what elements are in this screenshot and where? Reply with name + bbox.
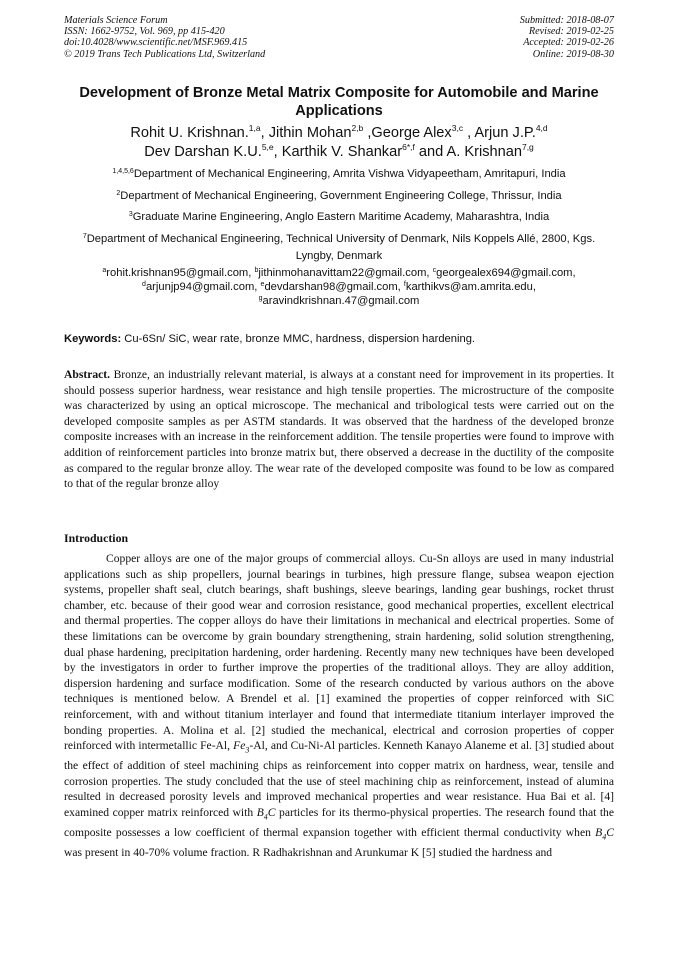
author-name: , Karthik V. Shankar xyxy=(273,144,403,160)
affiliation-2 xyxy=(64,188,614,206)
author-affiliation-mark: 5,e xyxy=(261,142,274,152)
formula-subscript: 4 xyxy=(602,832,607,842)
affiliation-1 xyxy=(64,166,614,184)
affiliation-mark: 3 xyxy=(128,211,133,218)
email-line-1 xyxy=(64,266,614,280)
affiliation-text: Department of Mechanical Engineering, Technical University of Denmark, Nils Koppels Allé, 2800, Kgs. Lyngby, Denmark xyxy=(86,232,596,262)
formula-fe3 xyxy=(233,739,250,755)
email-line-3 xyxy=(64,294,614,308)
email-mark: g xyxy=(258,295,263,303)
email-address: devdarshan98@gmail.com, xyxy=(264,281,404,294)
introduction-paragraph xyxy=(64,551,614,860)
copyright-line: © 2019 Trans Tech Publications Ltd, Switzerland xyxy=(64,48,266,60)
email-mark: e xyxy=(260,281,265,289)
author-name: , Arjun J.P. xyxy=(463,125,536,141)
affiliation-mark: 2 xyxy=(116,189,121,197)
affiliation-text: Department of Mechanical Engineering, Amrita Vishwa Vidyapeetham, Amritapuri, India xyxy=(133,168,566,180)
formula-b4c xyxy=(256,805,276,822)
keywords-label: Keywords: xyxy=(64,333,122,345)
formula-b4c xyxy=(595,825,614,842)
formula-symbol: Fe xyxy=(233,739,246,753)
author-affiliation-mark: 4,d xyxy=(535,123,548,133)
author-line-1 xyxy=(64,124,614,143)
formula-subscript: 4 xyxy=(263,812,268,822)
formula-symbol: B xyxy=(595,825,603,839)
email-line-2 xyxy=(64,280,614,294)
keywords xyxy=(64,332,614,346)
email-mark: c xyxy=(432,267,437,274)
author-name: Dev Darshan K.U. xyxy=(144,144,262,160)
formula-subscript: 3 xyxy=(245,745,250,755)
online-date: Online: 2019-08-30 xyxy=(532,48,614,60)
author-affiliation-mark: 7,g xyxy=(521,142,534,152)
section-heading-introduction: Introduction xyxy=(64,531,129,545)
affiliation-mark: 7 xyxy=(82,232,87,240)
affiliation-3 xyxy=(64,209,614,227)
paragraph-text: particles for its thermo-physical properties. The research found that the composite possesses a low coefficient of thermal expansion together with efficient thermal conductivity when xyxy=(64,805,614,839)
paper-title: Development of Bronze Metal Matrix Composite for Automobile and Marine Applications xyxy=(79,85,599,119)
submitted-date: Submitted: 2018-08-07 xyxy=(519,15,614,26)
formula-symbol: B xyxy=(256,805,264,819)
abstract-label: Abstract. xyxy=(64,368,111,381)
accepted-date: Accepted: 2019-02-26 xyxy=(523,37,614,49)
email-address: arjunjp94@gmail.com, xyxy=(145,281,261,294)
paragraph-text: -Al, and Cu-Ni-Al particles. Kenneth Kanayo Alaneme et al. [3] studied about the effect of addition of steel machining chips as reinforcement into copper matrix on hardness, wear, tensile and corrosion properties. The study concluded that the use of steel machining chip as reinforcement, instead of alumina resulted in decreased porosity levels and improved mechanical properties and wear resistance. Hua Bai et al. [4] examined copper matrix reinforced with xyxy=(64,739,614,819)
formula-symbol: C xyxy=(267,805,276,819)
email-address: georgealex694@gmail.com, xyxy=(436,267,576,279)
formula-symbol: C xyxy=(606,825,614,839)
journal-name: Materials Science Forum xyxy=(64,15,168,26)
affiliation-mark: 1,4,5,6 xyxy=(112,168,134,175)
author-affiliation-mark: 6*,f xyxy=(402,142,415,152)
author-affiliation-mark: 3,c xyxy=(451,123,464,133)
email-mark: d xyxy=(142,281,146,289)
email-address: karthikvs@am.amrita.edu, xyxy=(405,281,536,294)
email-address: aravindkrishnan.47@gmail.com xyxy=(262,295,420,308)
author-affiliation-mark: 1,a xyxy=(248,123,261,133)
keywords-text: Cu-6Sn/ SiC, wear rate, bronze MMC, hardness, dispersion hardening. xyxy=(121,333,476,345)
publication-info xyxy=(64,15,265,60)
author-name: ,George Alex xyxy=(363,125,452,141)
abstract-text: Bronze, an industrially relevant material, is always at a constant need for improvement in its properties. It should possess superior hardness, wear resistance and high tensile properties. The microstructure of the composite was characterized by using an optical microscope. The mechanical and tribological tests were carried out on the developed composite samples as per ASTM standards. It was observed that the hardness of the developed bronze composite increases with an increase in the reinforcement addition. The tensile properties were found to improve with addition of reinforcement particles into bronze matrix but, there observed a decrease in the ductility of the composite as compared to the regular bronze alloy. The wear rate of the developed composite was found to be low as compared to that of the regular bronze alloy xyxy=(64,368,614,491)
email-address: rohit.krishnan95@gmail.com, xyxy=(106,267,255,279)
author-name: and A. Krishnan xyxy=(414,144,522,160)
affiliation-text: Graduate Marine Engineering, Anglo Eastern Maritime Academy, Maharashtra, India xyxy=(132,211,550,223)
abstract xyxy=(64,367,614,492)
email-address: jithinmohanavittam22@gmail.com, xyxy=(258,267,433,279)
author-name: , Jithin Mohan xyxy=(260,125,352,141)
email-mark: b xyxy=(254,267,259,274)
email-mark: f xyxy=(403,281,406,289)
author-list xyxy=(64,124,614,162)
paragraph-text: was present in 40-70% volume fraction. R Radhakrishnan and Arunkumar K [5] studied the hardness and xyxy=(64,845,553,859)
author-affiliation-mark: 2,b xyxy=(351,123,364,133)
doi-line: doi:10.4028/www.scientific.net/MSF.969.415 xyxy=(64,37,248,49)
affiliation-4 xyxy=(64,231,614,266)
affiliation-list xyxy=(64,166,614,270)
email-mark: a xyxy=(102,267,107,274)
submission-dates xyxy=(520,15,614,60)
email-list xyxy=(64,266,614,309)
author-name: Rohit U. Krishnan. xyxy=(130,125,249,141)
issn-line: ISSN: 1662-9752, Vol. 969, pp 415-420 xyxy=(64,26,225,38)
affiliation-text: Department of Mechanical Engineering, Government Engineering College, Thrissur, India xyxy=(120,189,562,202)
revised-date: Revised: 2019-02-25 xyxy=(528,26,614,38)
author-line-2 xyxy=(64,143,614,162)
paragraph-text: Copper alloys are one of the major groups of commercial alloys. Cu-Sn alloys are used in many industrial applications such as ship propellers, journal bearings in turbines, high pressure flange, subsea weapon ejection systems, propeller shaft seal, clutch bearings, shaft bushings, sleeve bearings, landing gear bushings, rocket thrust chamber, etc. because of their good wear and corrosion resistance, good mechanical properties, excellent electrical and thermal properties. The copper alloys do have their limitations in mechanical and electrical properties. Some of these limitations can be overcome by grain boundary strengthening, strain hardening, solid solution strengthening, dual phase hardening, precipitation hardening, order hardening. Recently many new techniques have been developed by the investigators in order to further improve the properties of the traditional alloys. They are alloy addition, dispersion hardening and surface modification. Some of the research conducted by various authors on the above techniques is mentioned below. A Brendel et al. [1] examined the properties of copper reinforced with SiC reinforcement, with and without titanium interlayer and found that intermediate titanium interlayer improved the bonding properties. A. Molina et al. [2] studied the mechanical, electrical and corrosion properties of copper reinforced with intermetallic Fe-Al, xyxy=(64,552,614,753)
